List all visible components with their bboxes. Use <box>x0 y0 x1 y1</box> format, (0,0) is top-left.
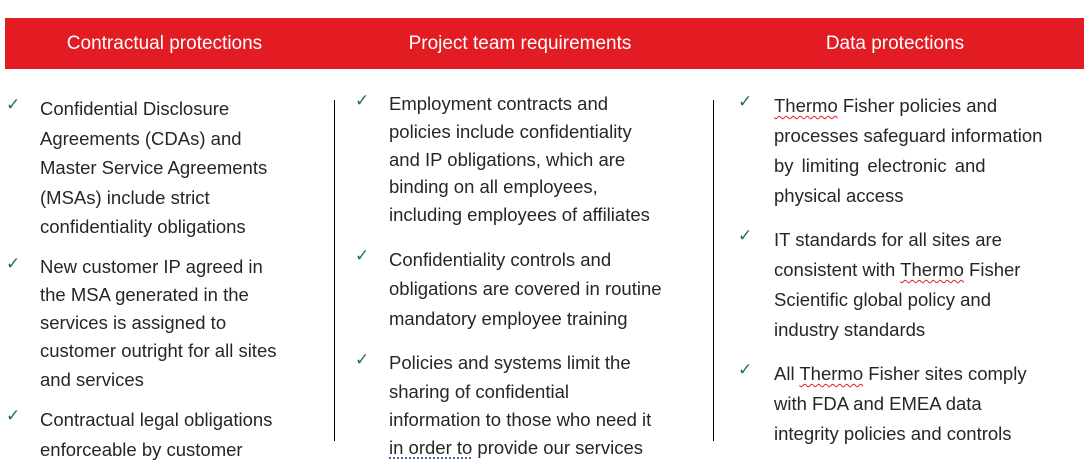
item-line: obligations are covered in routine <box>389 278 662 300</box>
list-item <box>350 90 700 229</box>
item-line: confidentiality obligations <box>40 216 246 237</box>
checkmark-icon: ✓ <box>355 245 370 266</box>
item-line: consistent with Thermo Fisher <box>774 259 1021 280</box>
item-line: Policies and systems limit the <box>389 352 631 374</box>
item-line: Thermo Fisher policies and <box>774 95 998 116</box>
header-band <box>5 18 1084 69</box>
heading-contractual-protections: Contractual protections <box>66 33 263 54</box>
item-line: sharing of confidential <box>389 380 569 402</box>
item-line: New customer IP agreed in <box>40 255 263 277</box>
checkmark-icon: ✓ <box>6 95 21 115</box>
item-line: information to those who need it <box>389 408 652 430</box>
item-line: Confidentiality controls and <box>389 248 612 270</box>
checkmark-icon: ✓ <box>6 253 21 274</box>
item-line: Agreements (CDAs) and <box>40 127 242 149</box>
column-project-team-requirements <box>350 90 700 462</box>
heading-data-protections: Data protections <box>825 33 965 54</box>
item-line: processes safeguard information <box>774 125 1043 146</box>
item-line: industry standards <box>774 319 926 340</box>
item-line: policies include confidentiality <box>389 120 632 142</box>
column-contractual-protections <box>0 90 320 462</box>
item-line: IT standards for all sites are <box>774 229 1002 250</box>
item-line: services is assigned to <box>40 312 227 334</box>
item-line: in order to provide our services <box>389 437 643 459</box>
item-line: (MSAs) include strict <box>40 186 210 208</box>
item-line: including employees of affiliates <box>389 204 650 226</box>
item-line: physical access <box>774 185 904 206</box>
item-line: by limiting electronic and <box>774 155 986 176</box>
item-line: Employment contracts and <box>389 93 609 114</box>
list-item <box>350 349 700 462</box>
checkmark-icon: ✓ <box>355 91 370 111</box>
item-line: Confidential Disclosure <box>40 98 230 119</box>
list-item <box>736 91 1081 211</box>
heading-project-team-requirements: Project team requirements <box>408 33 632 54</box>
item-line: integrity policies and controls <box>774 423 1012 444</box>
item-line: mandatory employee training <box>389 307 628 329</box>
checkmark-icon: ✓ <box>738 360 753 380</box>
item-line: Master Service Agreements <box>40 157 268 178</box>
checkmark-icon: ✓ <box>738 226 753 246</box>
list-item <box>0 253 320 394</box>
list-item <box>350 245 700 333</box>
checkmark-icon: ✓ <box>738 92 753 112</box>
list-item <box>736 225 1081 345</box>
item-line: customer outright for all sites <box>40 340 277 362</box>
column-data-protections <box>736 90 1081 449</box>
item-line: Contractual legal obligations <box>40 408 273 430</box>
item-line: and IP obligations, which are <box>389 148 626 170</box>
column-divider-1 <box>334 100 335 441</box>
list-item <box>736 359 1081 449</box>
item-line: enforceable by customer <box>40 438 243 460</box>
item-line: with FDA and EMEA data <box>774 393 982 414</box>
item-line: and services <box>40 368 144 390</box>
item-line: Scientific global policy and <box>774 289 991 310</box>
list-item <box>0 405 320 462</box>
item-line: All Thermo Fisher sites comply <box>774 363 1027 384</box>
item-line: binding on all employees, <box>389 176 598 198</box>
list-item <box>0 94 320 242</box>
checkmark-icon: ✓ <box>355 350 370 371</box>
column-divider-2 <box>713 100 714 441</box>
item-line: the MSA generated in the <box>40 283 249 305</box>
checkmark-icon: ✓ <box>6 405 21 426</box>
